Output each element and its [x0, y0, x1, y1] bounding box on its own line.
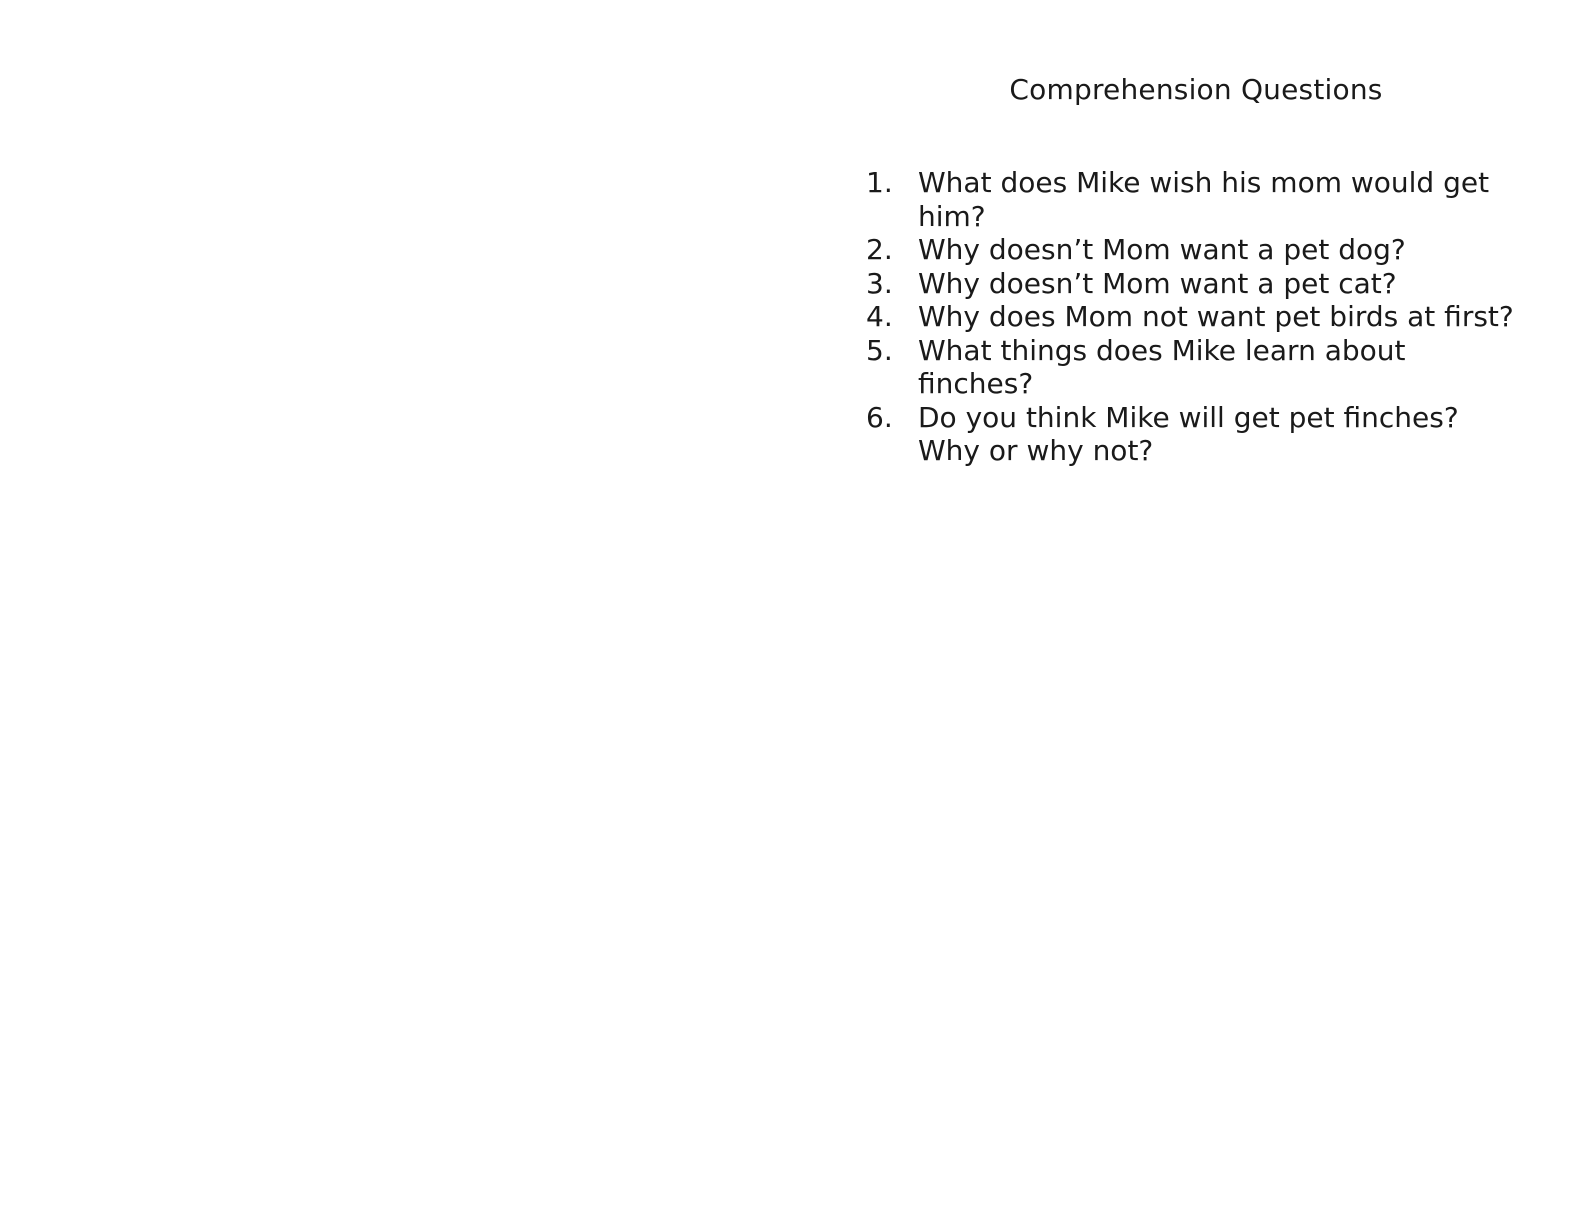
question-item [866, 300, 1526, 334]
question-number: 6. [866, 400, 893, 434]
section-title: Comprehension Questions [1009, 73, 1383, 106]
question-number: 3. [866, 266, 893, 300]
question-item [866, 233, 1526, 267]
question-text: What does Mike wish his mom would get him? [918, 166, 1490, 233]
question-item [866, 166, 1526, 233]
question-list [866, 166, 1526, 468]
question-text: What things does Mike learn about finches? [918, 333, 1406, 400]
question-number: 5. [866, 333, 893, 367]
question-number: 2. [866, 233, 893, 266]
question-number: 1. [866, 166, 893, 199]
comprehension-section [866, 72, 1526, 468]
question-text: Why doesn’t Mom want a pet cat? [918, 266, 1397, 300]
question-number: 4. [866, 300, 893, 333]
question-text: Do you think Mike will get pet finches? Why or why not? [918, 400, 1459, 467]
question-item [866, 267, 1526, 301]
question-item [866, 334, 1526, 401]
question-text: Why doesn’t Mom want a pet dog? [918, 233, 1406, 266]
question-text: Why does Mom not want pet birds at first? [918, 300, 1514, 333]
question-item [866, 401, 1526, 468]
